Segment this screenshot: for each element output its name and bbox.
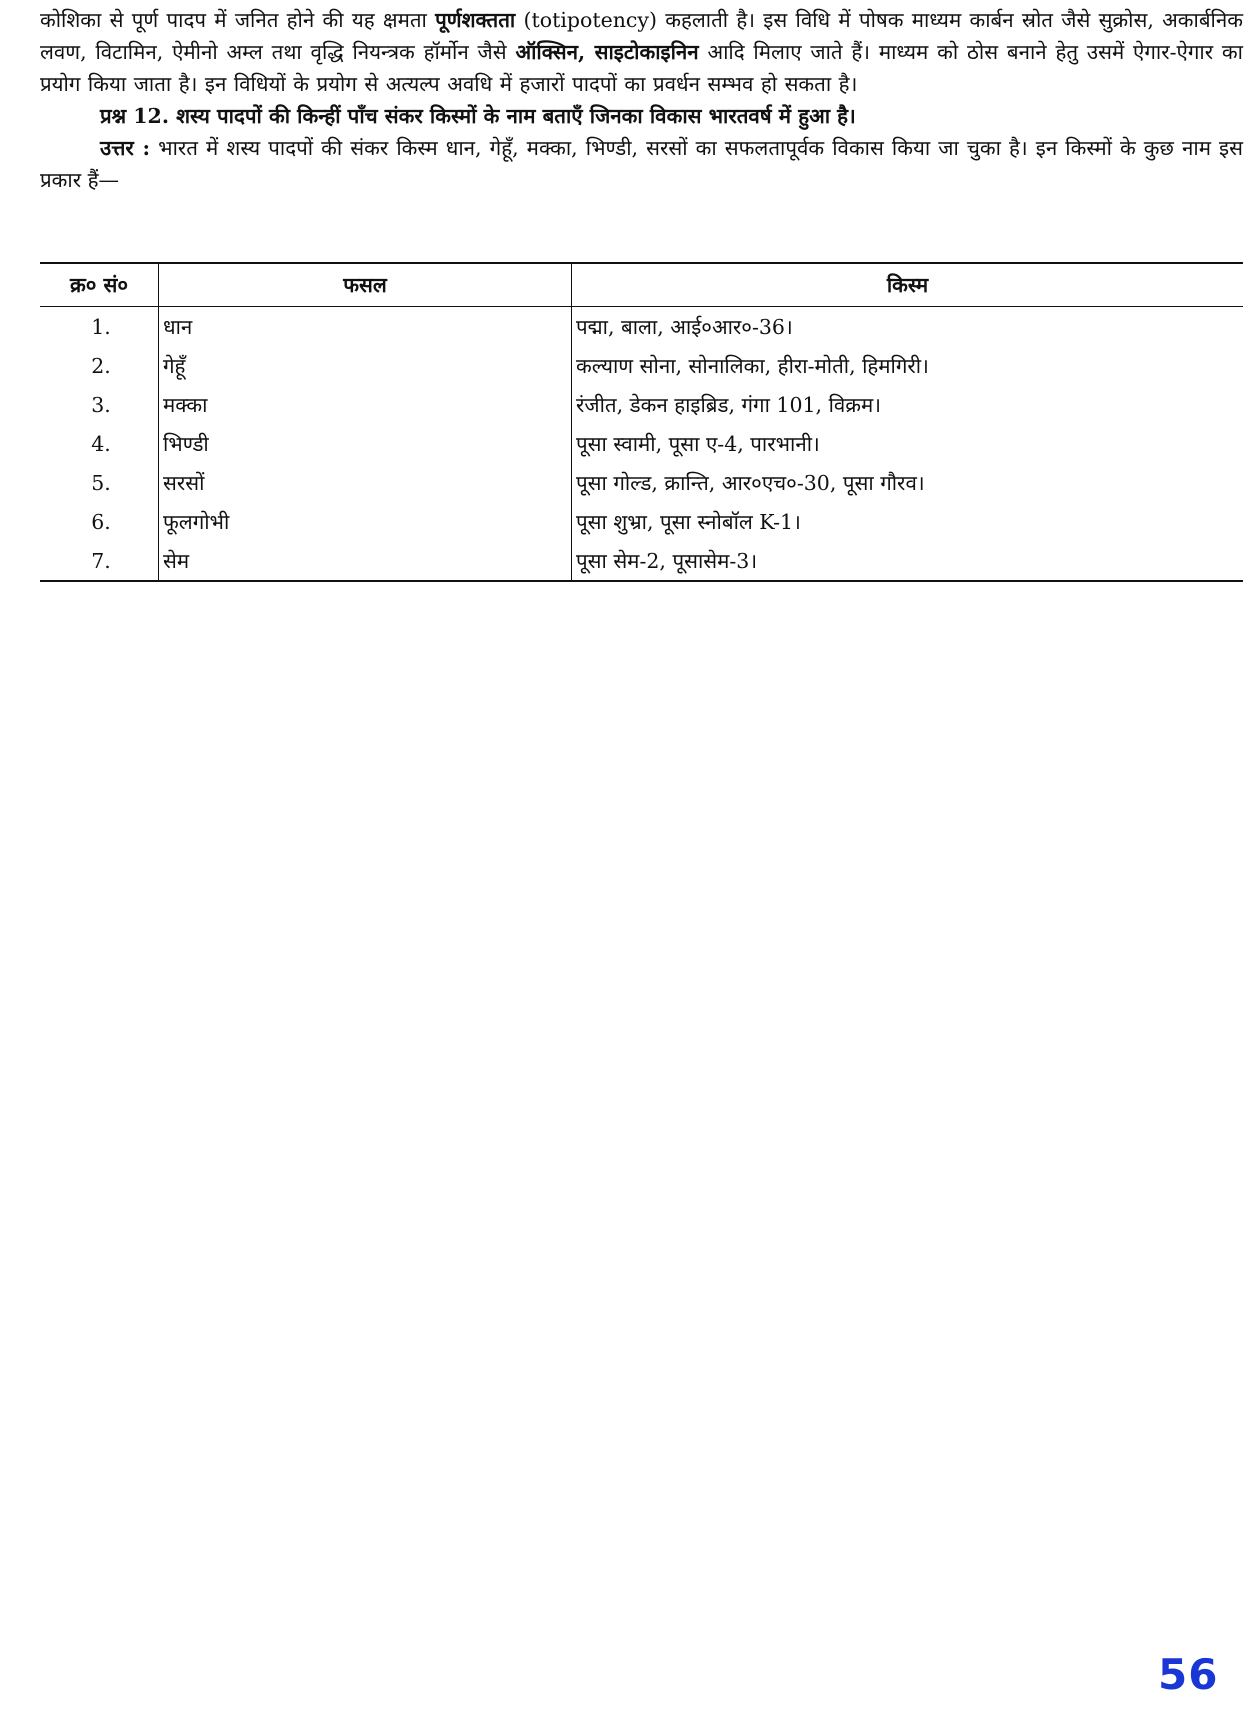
row-serial: 5. [91, 470, 111, 495]
table-row [40, 541, 1243, 581]
table-row [40, 385, 1243, 424]
row-crop: धान [159, 307, 572, 347]
row-serial: 2. [91, 353, 111, 378]
row-serial: 7. [91, 548, 111, 573]
row-crop: भिण्डी [159, 424, 572, 463]
header-serial: क्र० सं० [40, 263, 159, 307]
page-body [40, 4, 1243, 196]
paragraph-text-2: (totipotency) कहलाती है। इस विधि में पोषक माध्यम कार्बन स्रोत जैसे सुक्रोस, अकार्बनिक लवण, विटामिन, ऐमीनो अम्ल तथा वृद्धि नियन्त्रक हॉर्मोन जैसे [40, 8, 1243, 64]
row-variety: रंजीत, डेकन हाइब्रिड, गंगा 101, विक्रम। [572, 385, 1244, 424]
hybrid-varieties-table [40, 262, 1243, 582]
row-serial: 1. [91, 314, 111, 339]
answer-12 [40, 132, 1243, 196]
table-row [40, 502, 1243, 541]
row-serial: 3. [91, 392, 111, 417]
row-serial: 4. [91, 431, 111, 456]
header-crop: फसल [159, 263, 572, 307]
row-variety: पूसा गोल्ड, क्रान्ति, आर०एच०-30, पूसा गौरव। [572, 463, 1244, 502]
answer-label: उत्तर : [100, 136, 151, 160]
table-header-row [40, 263, 1243, 307]
term-totipotency: पूर्णशक्तता [435, 8, 516, 32]
paragraph-text-3: आदि मिलाए जाते हैं। माध्यम को ठोस बनाने हेतु उसमें ऐगार-ऐगार का प्रयोग किया जाता है। इन विधियों के प्रयोग से अत्यल्प अवधि में हजारों पादपों का प्रवर्धन सम्भव हो सकता है। [40, 40, 1243, 96]
row-crop: गेहूँ [159, 346, 572, 385]
row-serial: 6. [91, 509, 111, 534]
question-12: प्रश्न 12. शस्य पादपों की किन्हीं पाँच संकर किस्मों के नाम बताएँ जिनका विकास भारतवर्ष में हुआ है। [100, 104, 856, 128]
row-variety: पद्मा, बाला, आई०आर०-36। [572, 307, 1244, 347]
intro-paragraph [40, 4, 1243, 100]
term-hormones: ऑक्सिन, साइटोकाइनिन [515, 40, 699, 64]
row-crop: मक्का [159, 385, 572, 424]
header-variety: किस्म [572, 263, 1244, 307]
paragraph-text-1: कोशिका से पूर्ण पादप में जनित होने की यह क्षमता [40, 8, 436, 32]
table-row [40, 424, 1243, 463]
row-crop: सरसों [159, 463, 572, 502]
answer-text: भारत में शस्य पादपों की संकर किस्म धान, गेहूँ, मक्का, भिण्डी, सरसों का सफलतापूर्वक विकास किया जा चुका है। इन किस्मों के कुछ नाम इस प्रकार हैं— [40, 136, 1243, 192]
row-variety: पूसा शुभ्रा, पूसा स्नोबॉल K-1। [572, 502, 1244, 541]
table-row [40, 307, 1243, 347]
table-row [40, 346, 1243, 385]
row-variety: कल्याण सोना, सोनालिका, हीरा-मोती, हिमगिरी। [572, 346, 1244, 385]
table-row [40, 463, 1243, 502]
row-variety: पूसा स्वामी, पूसा ए-4, पारभानी। [572, 424, 1244, 463]
page-number: 56 [1158, 1650, 1219, 1699]
row-crop: सेम [159, 541, 572, 581]
row-variety: पूसा सेम-2, पूसासेम-3। [572, 541, 1244, 581]
row-crop: फूलगोभी [159, 502, 572, 541]
